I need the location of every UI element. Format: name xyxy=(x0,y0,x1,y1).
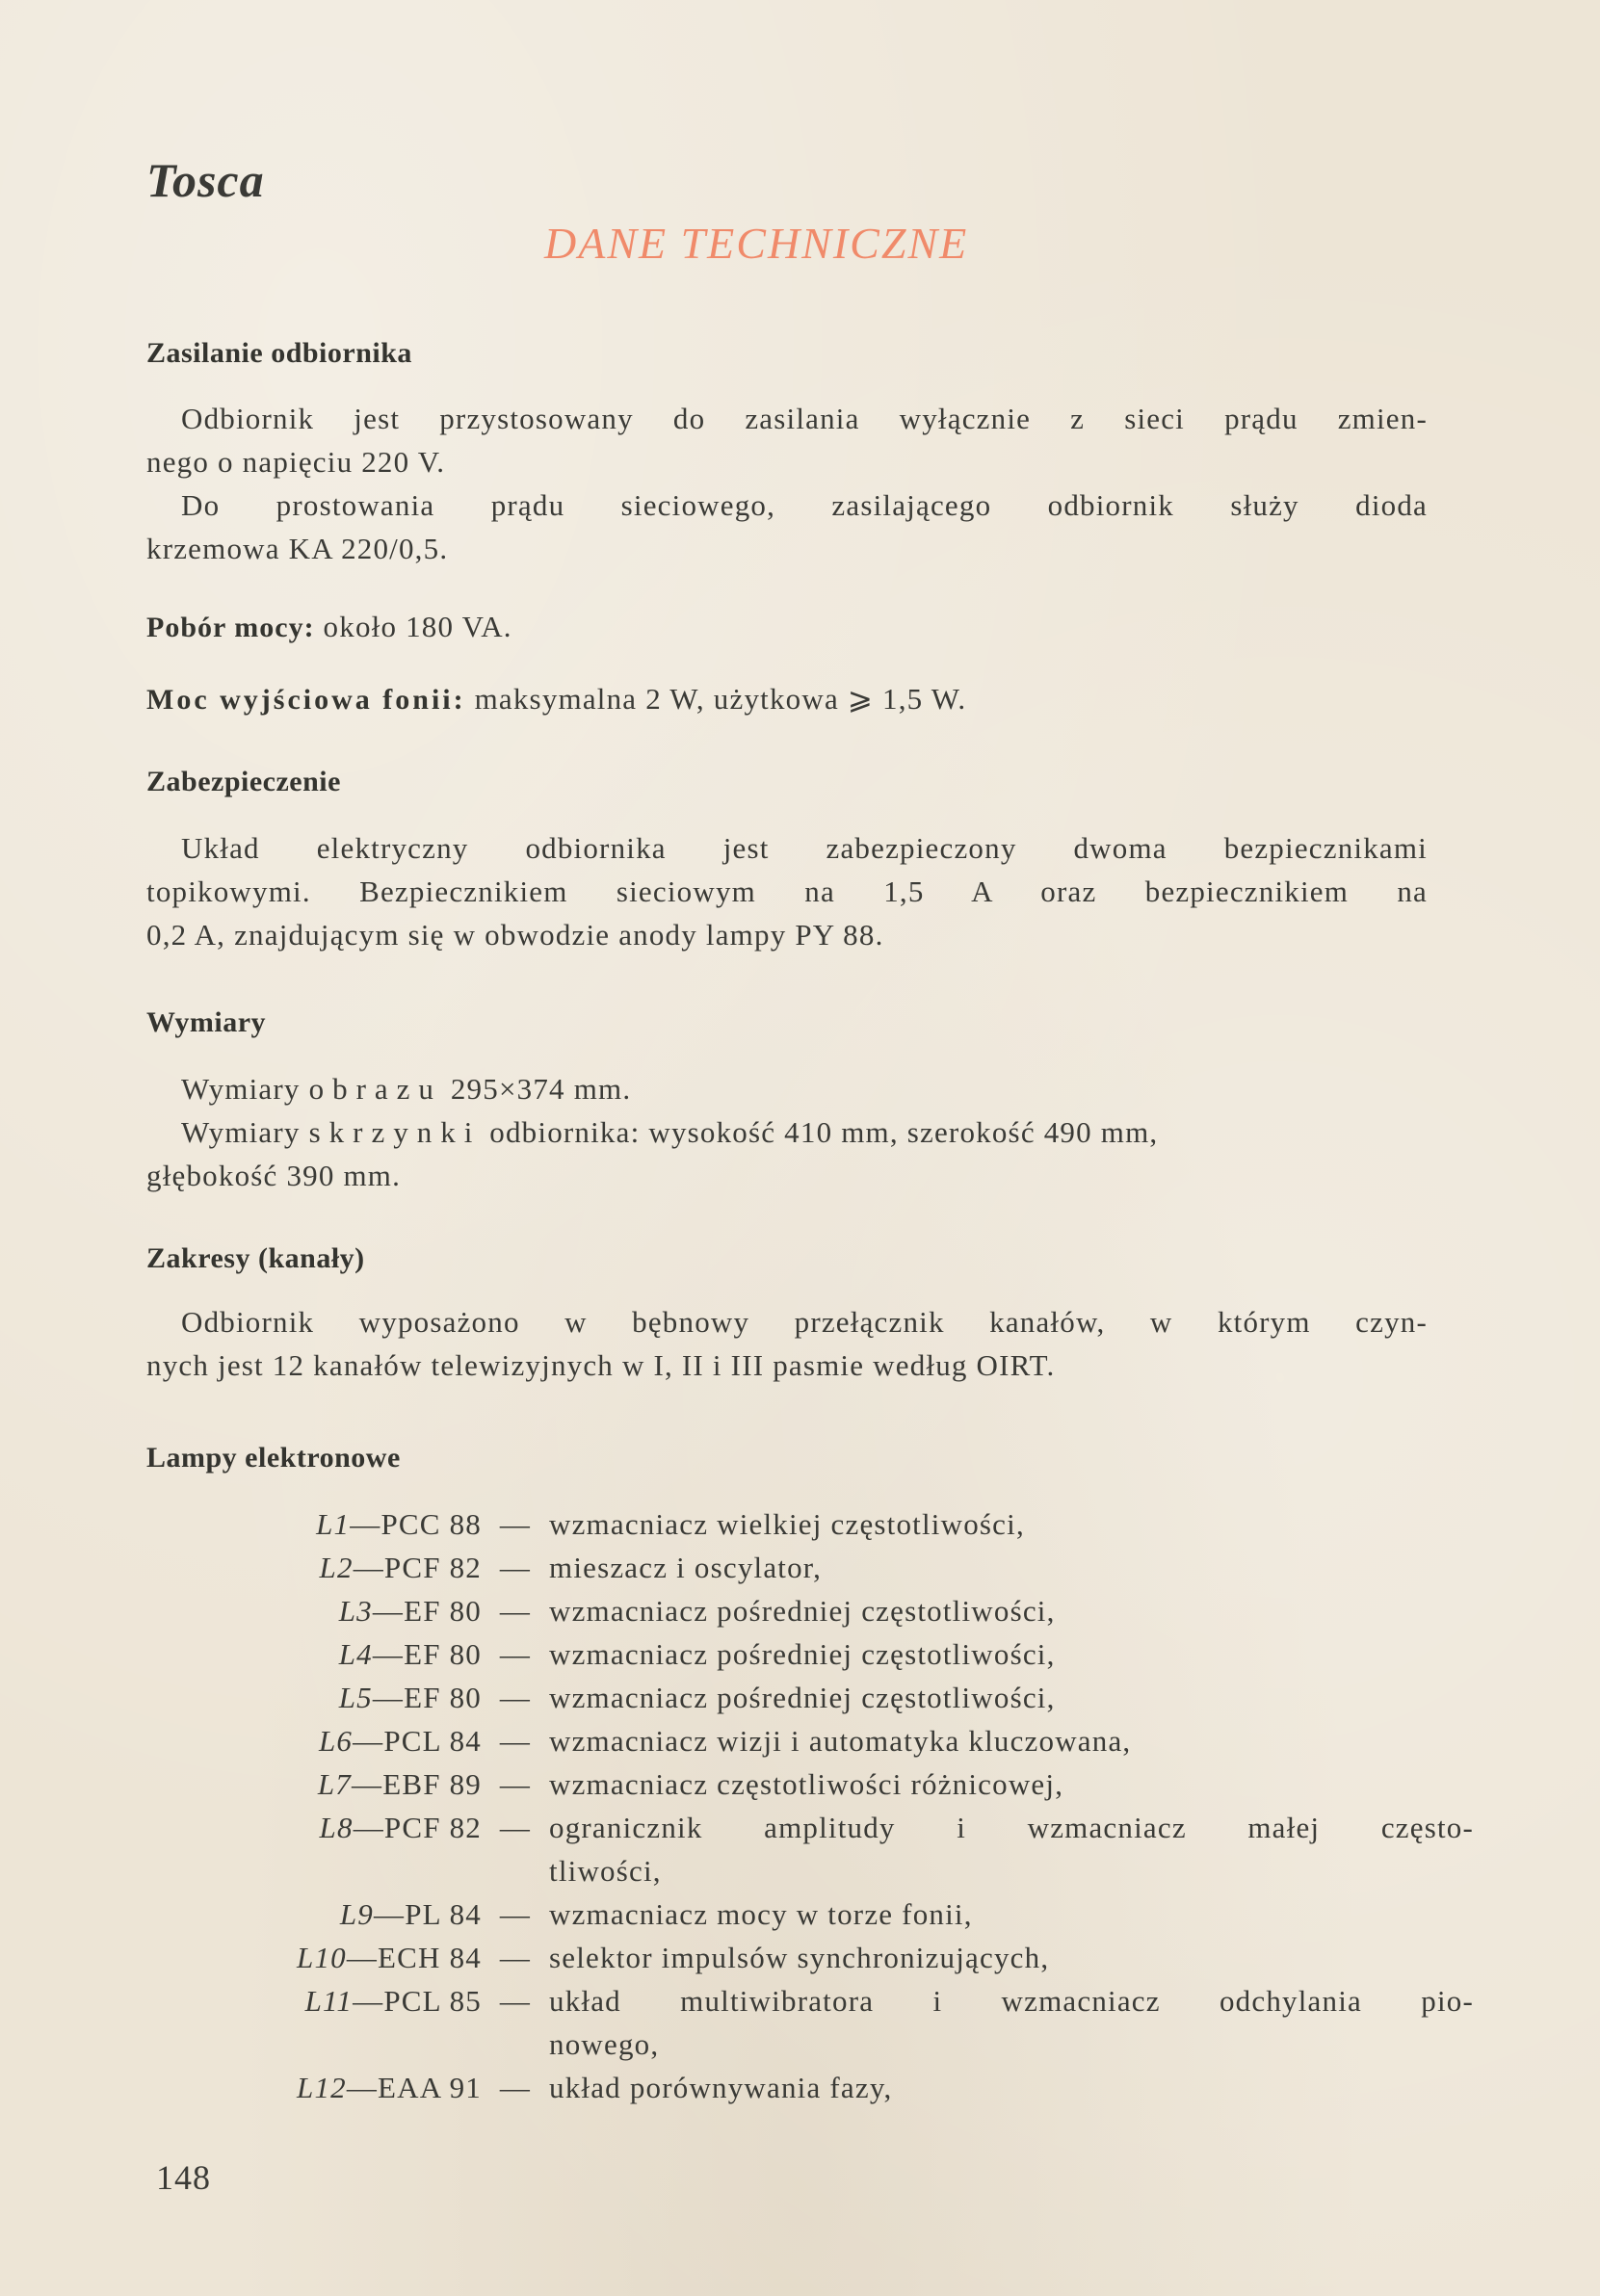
tube-function: wzmacniacz mocy w torze fonii, xyxy=(549,1897,973,1931)
spaced-word: skrzynki xyxy=(308,1115,482,1149)
section-heading-zabezpieczenie: Zabezpieczenie xyxy=(146,766,341,797)
separator-dash: — xyxy=(499,1724,532,1758)
text-line: głębokość 390 mm. xyxy=(146,1159,402,1192)
tube-list-item xyxy=(202,1936,1474,1979)
separator-dash: — xyxy=(499,1941,532,1974)
text-line: Wymiary skrzynki odbiornika: wysokość 410 mm, szerokość 490 mm, xyxy=(181,1115,1159,1149)
separator-dash: — xyxy=(499,1594,532,1628)
tube-list-item xyxy=(202,1719,1474,1762)
tube-code: L4—EF 80 xyxy=(338,1637,482,1671)
text-line: Układ elektryczny odbiornika jest zabezpieczony dwoma bezpiecznikami xyxy=(181,831,1428,865)
text-line: topikowymi. Bezpiecznikiem sieciowym na 1,5 A oraz bezpiecznikiem na xyxy=(146,874,1428,908)
tube-code: L3—EF 80 xyxy=(338,1594,482,1628)
text-line: krzemowa KA 220/0,5. xyxy=(146,532,449,565)
tube-function: ogranicznik amplitudy i wzmacniacz małej często- xyxy=(549,1811,1474,1844)
tube-list xyxy=(202,1502,1474,2109)
tube-code: L11—PCL 85 xyxy=(304,1984,482,2018)
separator-dash: — xyxy=(499,1811,532,1844)
tube-function-continued: nowego, xyxy=(549,2027,660,2061)
paragraph-zabezpieczenie xyxy=(146,826,1428,956)
text-line: Odbiornik jest przystosowany do zasilania wyłącznie z sieci prądu zmien- xyxy=(181,402,1428,435)
separator-dash: — xyxy=(499,1551,532,1584)
tube-code: L9—PL 84 xyxy=(339,1897,482,1931)
tube-function: wzmacniacz pośredniej częstotliwości, xyxy=(549,1681,1056,1714)
page-title: DANE TECHNICZNE xyxy=(544,219,969,268)
tube-function: wzmacniacz wielkiej częstotliwości, xyxy=(549,1507,1025,1541)
section-heading-lampy: Lampy elektronowe xyxy=(146,1442,401,1474)
tube-function-continued: tliwości, xyxy=(549,1854,662,1888)
tube-code: L8—PCF 82 xyxy=(319,1811,482,1844)
tube-list-item xyxy=(202,1632,1474,1676)
page-number: 148 xyxy=(156,2158,211,2197)
tube-code: L1—PCC 88 xyxy=(316,1507,482,1541)
tube-function: mieszacz i oscylator, xyxy=(549,1551,823,1584)
section-heading-zasilanie: Zasilanie odbiornika xyxy=(146,337,412,369)
paragraph-zasilanie xyxy=(146,397,1428,570)
text-line: Wymiary obrazu 295×374 mm. xyxy=(181,1072,632,1106)
tube-function: układ porównywania fazy, xyxy=(549,2071,893,2104)
separator-dash: — xyxy=(499,1984,532,2018)
paragraph-wymiary xyxy=(146,1067,1428,1197)
tube-list-item xyxy=(202,1762,1474,1806)
text-line: 0,2 A, znajdującym się w obwodzie anody lampy PY 88. xyxy=(146,918,884,952)
spaced-word: obrazu xyxy=(308,1072,442,1106)
tube-list-item xyxy=(202,1892,1474,1936)
paragraph-zakresy xyxy=(146,1300,1428,1387)
tube-list-item-continuation xyxy=(202,2022,1474,2066)
tube-function: wzmacniacz pośredniej częstotliwości, xyxy=(549,1594,1056,1628)
tube-function: układ multiwibratora i wzmacniacz odchylania pio- xyxy=(549,1984,1474,2018)
tube-code: L6—PCL 84 xyxy=(318,1724,482,1758)
separator-dash: — xyxy=(499,1767,532,1801)
separator-dash: — xyxy=(499,1897,532,1931)
text-line: nego o napięciu 220 V. xyxy=(146,445,446,479)
tube-list-item xyxy=(202,1806,1474,1849)
tube-code: L7—EBF 89 xyxy=(317,1767,482,1801)
text-line: Odbiornik wyposażono w bębnowy przełącznik kanałów, w którym czyn- xyxy=(181,1305,1428,1339)
section-heading-zakresy: Zakresy (kanały) xyxy=(146,1242,365,1274)
separator-dash: — xyxy=(499,1681,532,1714)
tube-list-item xyxy=(202,1502,1474,1546)
tube-list-item xyxy=(202,1589,1474,1632)
power-consumption xyxy=(146,610,512,644)
audio-output-power xyxy=(146,682,966,717)
tube-list-item xyxy=(202,2066,1474,2109)
power-consumption-label: Pobór mocy: xyxy=(146,612,315,643)
tube-function: selektor impulsów synchronizujących, xyxy=(549,1941,1050,1974)
section-heading-wymiary: Wymiary xyxy=(146,1006,267,1038)
tube-list-item xyxy=(202,1979,1474,2022)
tube-code: L5—EF 80 xyxy=(338,1681,482,1714)
power-consumption-value: około 180 VA. xyxy=(323,610,512,643)
tube-code: L10—ECH 84 xyxy=(297,1941,482,1974)
separator-dash: — xyxy=(499,1637,532,1671)
tube-function: wzmacniacz wizji i automatyka kluczowana, xyxy=(549,1724,1132,1758)
text-line: Do prostowania prądu sieciowego, zasilającego odbiornik służy dioda xyxy=(181,488,1428,522)
audio-output-value: maksymalna 2 W, użytkowa ⩾ 1,5 W. xyxy=(474,682,967,716)
tube-list-item xyxy=(202,1546,1474,1589)
tube-list-item xyxy=(202,1676,1474,1719)
audio-output-label: Moc wyjściowa fonii: xyxy=(146,684,466,716)
tube-code: L12—EAA 91 xyxy=(297,2071,482,2104)
tube-function: wzmacniacz częstotliwości różnicowej, xyxy=(549,1767,1064,1801)
tube-code: L2—PCF 82 xyxy=(319,1551,482,1584)
tube-list-item-continuation xyxy=(202,1849,1474,1892)
tube-function: wzmacniacz pośredniej częstotliwości, xyxy=(549,1637,1056,1671)
separator-dash: — xyxy=(499,1507,532,1541)
separator-dash: — xyxy=(499,2071,532,2104)
text-line: nych jest 12 kanałów telewizyjnych w I, II i III pasmie według OIRT. xyxy=(146,1348,1056,1382)
model-title: Tosca xyxy=(146,153,265,207)
